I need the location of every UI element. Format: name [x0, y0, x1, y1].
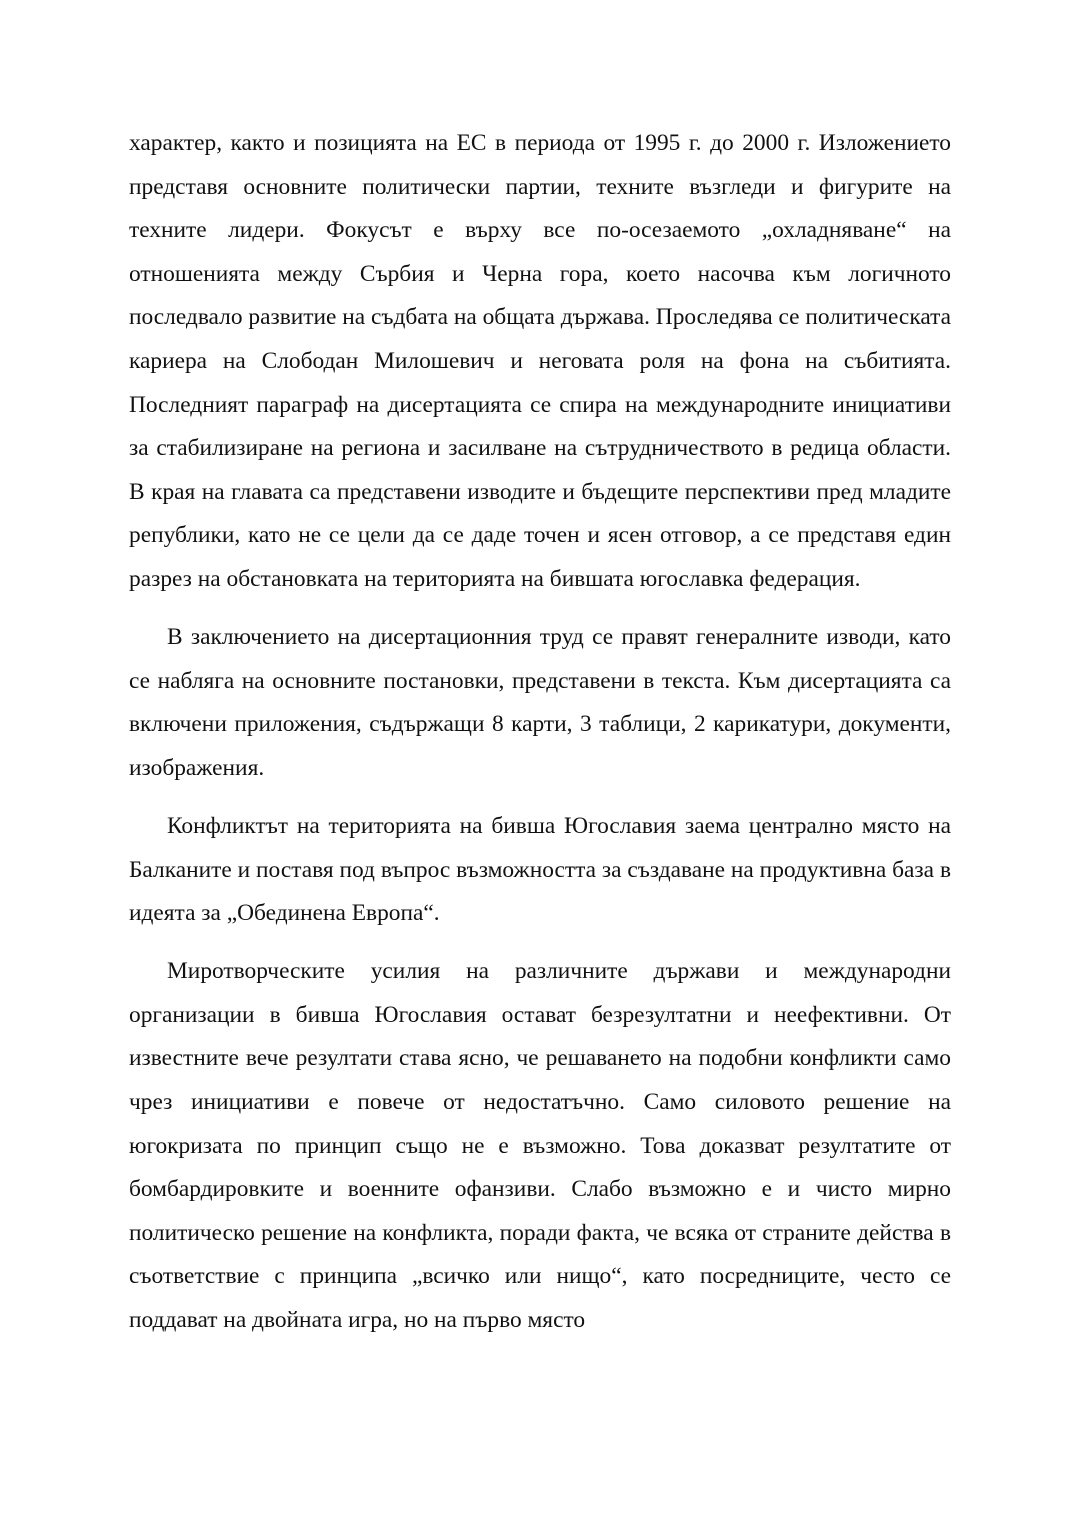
paragraph-conflict: Конфликтът на територията на бивша Югославия заема централно място на Балканите и поставя под въпрос възможността за създаване на продуктивна база в идеята за „Обединена Европа“.: [129, 812, 951, 927]
document-body: [129, 122, 951, 1343]
paragraph-continuation: характер, както и позицията на ЕС в периода от 1995 г. до 2000 г. Изложението представя основните политически партии, техните възгледи и фигурите на техните лидери. Фокусът е върху все по-осезаемото „охладняване“ на отношенията между Сърбия и Черна гора, което насочва към логичното последвало развитие на съдбата на общата държава. Проследява се политическата кариера на Слободан Милошевич и неговата роля на фона на събитията. Последният параграф на дисертацията се спира на международните инициативи за стабилизиране на региона и засилване на сътрудничеството в редица области. В края на главата са представени изводите и бъдещите перспективи пред младите републики, като не се цели да се даде точен и ясен отговор, а се представя един разрез на обстановката на територията на бившата югославка федерация.: [129, 130, 951, 592]
paragraph-peacekeeping: Миротворческите усилия на различните държави и международни организации в бивша Югославия остават безрезултатни и неефективни. От известните вече резултати става ясно, че решаването на подобни конфликти само чрез инициативи е повече от недостатъчно. Само силовото решение на югокризата по принцип също не е възможно. Това доказват резултатите от бомбардировките и военните офанзиви. Слабо възможно е и чисто мирно политическо решение на конфликта, поради факта, че всяка от страните действа в съответствие с принципа „всичко или нищо“, като посредниците, често се поддават на двойната игра, но на първо място: [129, 958, 951, 1333]
paragraph-conclusion: В заключението на дисертационния труд се правят генералните изводи, като се набляга на основните постановки, представени в текста. Към дисертацията са включени приложения, съдържащи 8 карти, 3 таблици, 2 карикатури, документи, изображения.: [129, 624, 951, 781]
